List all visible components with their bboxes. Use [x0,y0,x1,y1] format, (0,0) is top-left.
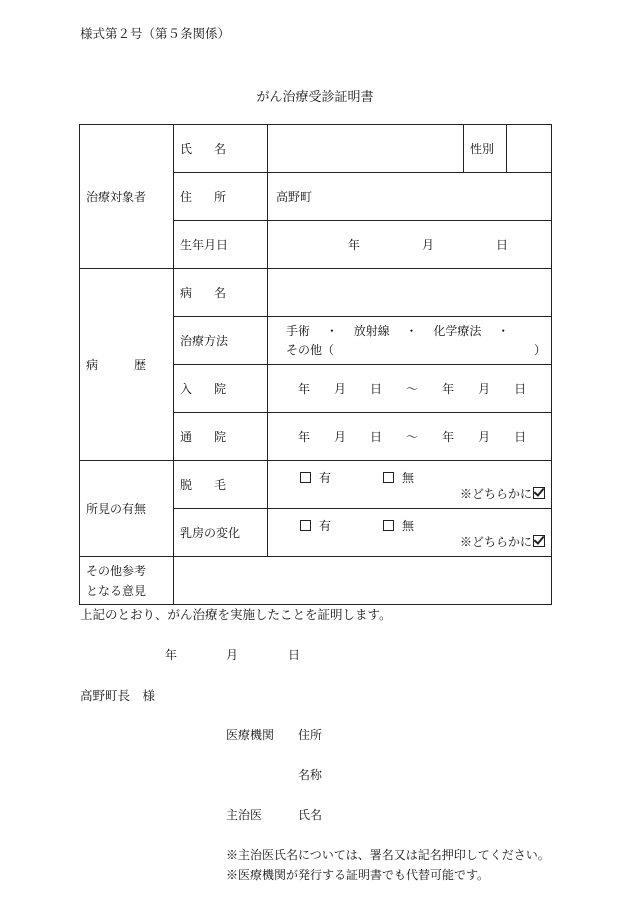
method-surgery: 手術 [286,323,311,338]
document-title: がん治療受診証明書 [256,90,374,105]
birthdate-label: 生年月日 [174,221,268,269]
footnote: ※主治医氏名については、署名又は記名押印してください。 [226,848,550,862]
method-chemo: 化学療法 [433,323,482,338]
inpatient-label: 入 院 [174,365,268,413]
checkbox-icon[interactable] [300,472,311,483]
breast-change-field [268,509,552,557]
other-opinion-label: その他参考 となる意見 [80,557,174,605]
method-field[interactable] [268,317,552,365]
checkbox-icon[interactable] [383,520,394,531]
method-label: 治療方法 [174,317,268,365]
other-opinion-field[interactable] [174,557,552,605]
hair-loss-field [268,461,552,509]
birth-month-label: 月 [422,238,435,252]
address-label: 住 所 [174,173,268,221]
name-row [80,125,552,173]
checkbox-icon[interactable] [383,472,394,483]
issue-day-label: 日 [288,648,301,662]
hair-loss-row [80,461,552,509]
outpatient-field[interactable]: 年 月 日 ～ 年 月 日 [268,413,552,461]
sex-field[interactable] [507,125,552,173]
breast-change-no-option[interactable]: 無 [383,517,414,534]
breast-change-yes-option[interactable]: 有 [300,517,331,534]
sex-label: 性別 [464,125,507,173]
issue-month-label: 月 [226,648,239,662]
check-note: ※どちらかに [460,533,545,550]
method-radiation: 放射線 [353,323,390,338]
footnote: ※医療機関が発行する証明書でも代替可能です。 [226,868,490,882]
method-other: その他（ ） [286,342,546,357]
name-label: 氏 名 [174,125,268,173]
address-field[interactable]: 高野町 [268,173,552,221]
check-note: ※どちらかに [460,485,545,502]
findings-section-label: 所見の有無 [80,461,174,557]
breast-change-label: 乳房の変化 [174,509,268,557]
certify-statement: 上記のとおり、がん治療を実施したことを証明します。 [80,607,392,622]
addressee: 高野町長 様 [80,688,156,703]
history-section-label: 病 歴 [80,269,174,461]
birth-year-label: 年 [348,238,361,252]
name-field[interactable] [268,125,464,173]
hair-loss-label: 脱 毛 [174,461,268,509]
institution-name-label: 名称 [298,768,323,782]
other-opinion-row [80,557,552,605]
disease-label: 病 名 [174,269,268,317]
doctor-name-label: 氏名 [298,808,323,822]
birth-day-label: 日 [496,238,509,252]
hair-loss-yes-option[interactable]: 有 [300,469,331,486]
institution-address-label: 住所 [298,728,323,742]
disease-row [80,269,552,317]
issue-year-label: 年 [165,648,178,662]
patient-section-label: 治療対象者 [80,125,174,269]
checked-box-icon [533,535,545,547]
checked-box-icon [533,487,545,499]
method-options: 手術 ・ 放射線 ・ 化学療法 ・ [286,322,551,341]
checkbox-icon[interactable] [300,520,311,531]
disease-field[interactable] [268,269,552,317]
birthdate-field[interactable] [268,221,552,269]
institution-label: 医療機関 [226,728,275,742]
hair-loss-no-option[interactable]: 無 [383,469,414,486]
certificate-table [79,124,552,605]
inpatient-field[interactable]: 年 月 日 ～ 年 月 日 [268,365,552,413]
outpatient-label: 通 院 [174,413,268,461]
doctor-label: 主治医 [226,808,263,822]
form-number: 様式第２号（第５条関係） [80,26,231,41]
